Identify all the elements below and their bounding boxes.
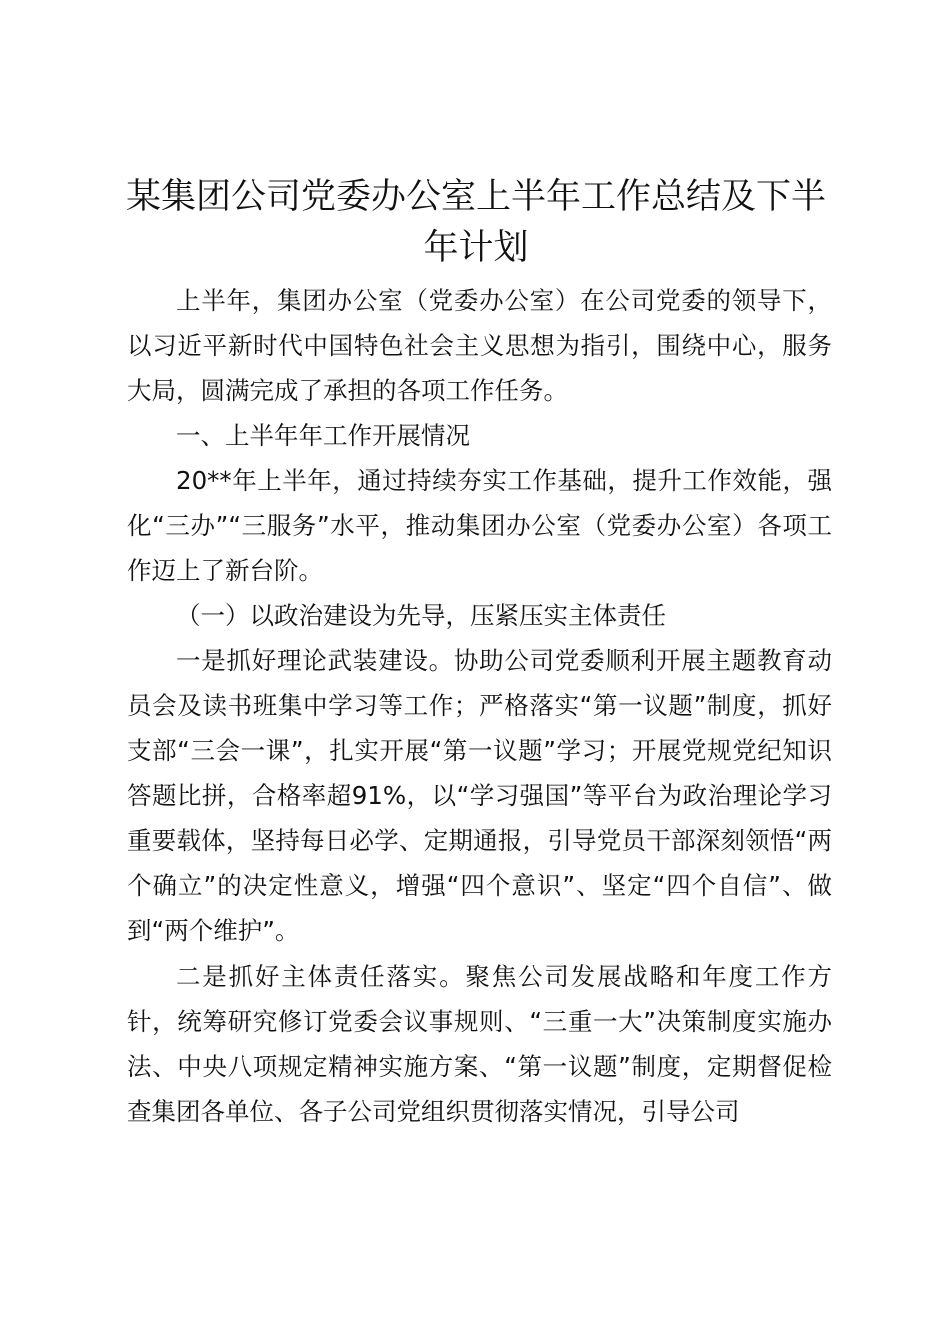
document-title: 某集团公司党委办公室上半年工作总结及下半年计划 xyxy=(125,177,826,268)
section-1-summary-paragraph: 20**年上半年，通过持续夯实工作基础，提升工作效能，强化“三办”“三服务”水平，推动集团办公室（党委办公室）各项工作迈上了新台阶。 xyxy=(127,466,832,585)
intro-paragraph: 上半年，集团办公室（党委办公室）在公司党委的领导下，以习近平新时代中国特色社会主义思想为指引，围绕中心，服务大局，圆满完成了承担的各项工作任务。 xyxy=(127,286,832,405)
subsection-heading-1: （一）以政治建设为先导，压紧压实主体责任 xyxy=(176,601,666,630)
document-body xyxy=(127,278,832,1134)
responsibility-paragraph: 二是抓好主体责任落实。聚焦公司发展战略和年度工作方针，统筹研究修订党委会议事规则、“三重一大”决策制度实施办法、中央八项规定精神实施方案、“第一议题”制度，定期督促检查集团各单位、各子公司党组织贯彻落实情况，引导公司 xyxy=(127,962,832,1126)
theory-building-paragraph: 一是抓好理论武装建设。协助公司党委顺利开展主题教育动员会及读书班集中学习等工作；严格落实“第一议题”制度，抓好支部“三会一课”，扎实开展“第一议题”学习；开展党规党纪知识答题比拼，合格率超91%，以“学习强国”等平台为政治理论学习重要载体，坚持每日必学、定期通报，引导党员干部深刻领悟“两个确立”的决定性意义，增强“四个意识”、坚定“四个自信”、做到“两个维护”。 xyxy=(127,646,832,945)
section-heading-1: 一、上半年年工作开展情况 xyxy=(176,421,470,450)
